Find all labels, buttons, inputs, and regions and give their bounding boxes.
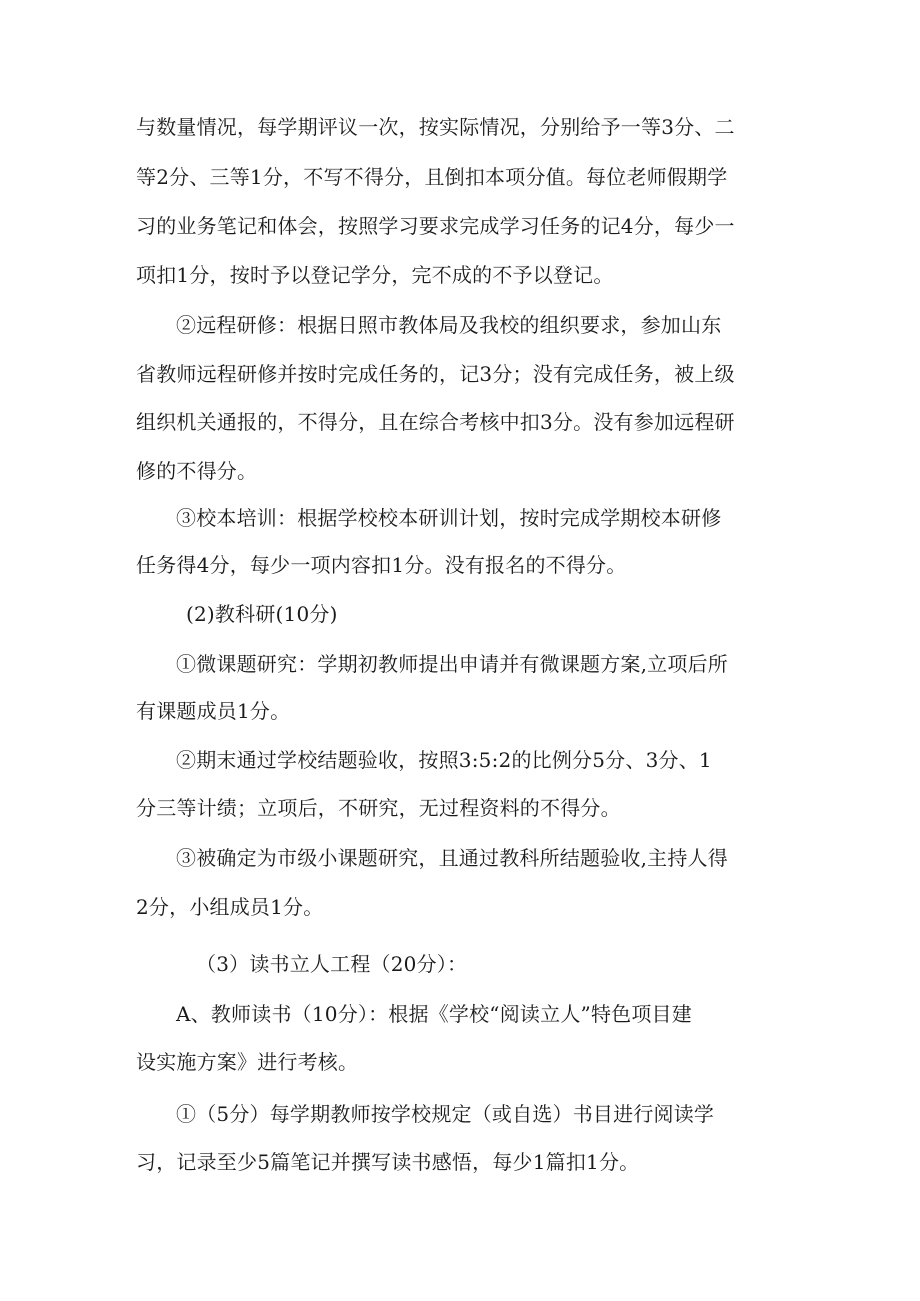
- text-line: A、教师读书（10分）：根据《学校“阅读立人”特色项目建: [176, 1002, 692, 1026]
- text-line: ②期末通过学校结题验收，按照3:5:2的比例分5分、3分、1: [176, 748, 712, 772]
- text-line: 修的不得分。: [136, 459, 258, 483]
- text-line: ①（5分）每学期教师按学校规定（或自选）书目进行阅读学: [176, 1102, 715, 1126]
- text-line: 2分，小组成员1分。: [136, 895, 324, 919]
- text-line: ①微课题研究：学期初教师提出申请并有微课题方案,立项后所: [176, 652, 728, 676]
- text-line: 设实施方案》进行考核。: [136, 1050, 359, 1074]
- text-line: 与数量情况，每学期评议一次，按实际情况，分别给予一等3分、二: [136, 115, 735, 139]
- text-line: ③被确定为市级小课题研究，且通过教科所结题验收,主持人得: [176, 846, 728, 870]
- text-line: 任务得4分，每少一项内容扣1分。没有报名的不得分。: [136, 553, 627, 577]
- text-line: 组织机关通报的，不得分，且在综合考核中扣3分。没有参加远程研: [136, 410, 735, 434]
- text-line: 习，记录至少5篇笔记并撰写读书感悟，每少1篇扣1分。: [136, 1150, 640, 1174]
- text-line: ③校本培训：根据学校校本研训计划，按时完成学期校本研修: [176, 506, 722, 530]
- text-line: 等2分、三等1分，不写不得分，且倒扣本项分值。每位老师假期学: [136, 165, 728, 189]
- text-line: 省教师远程研修并按时完成任务的，记3分；没有完成任务，被上级: [136, 362, 735, 386]
- text-line: 项扣1分，按时予以登记学分，完不成的不予以登记。: [136, 263, 614, 287]
- section-heading: （3）读书立人工程（20分）：: [196, 952, 468, 976]
- section-heading: (2)教科研(10分): [186, 602, 338, 626]
- text-line: 有课题成员1分。: [136, 699, 291, 723]
- text-line: ②远程研修：根据日照市教体局及我校的组织要求，参加山东: [176, 313, 722, 337]
- text-line: 习的业务笔记和体会，按照学习要求完成学习任务的记4分，每少一: [136, 214, 735, 238]
- text-line: 分三等计绩；立项后，不研究，无过程资料的不得分。: [136, 796, 621, 820]
